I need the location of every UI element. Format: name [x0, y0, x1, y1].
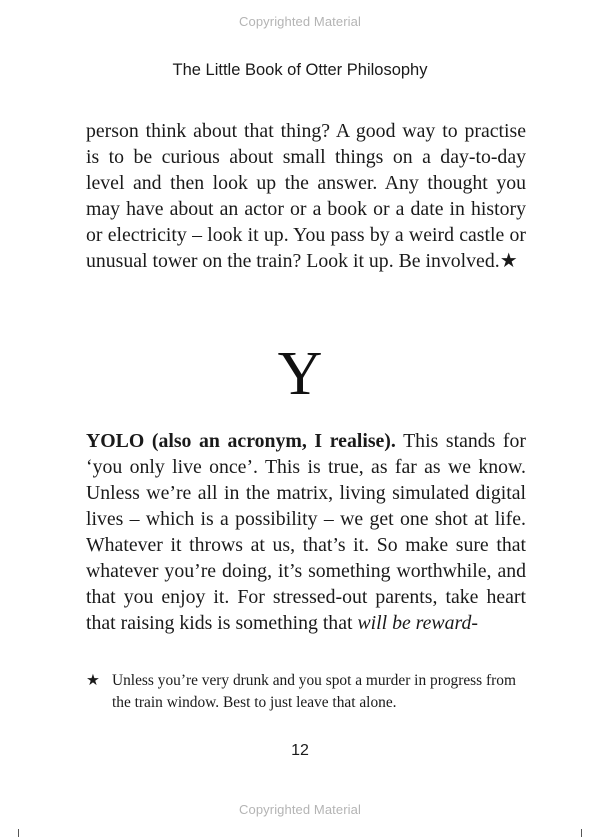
section-letter: Y: [277, 340, 323, 408]
footnote-mark: ★: [86, 672, 100, 689]
footnote-text: Unless you’re very drunk and you spot a murder in progress from the train window. Best to just leave that alone.: [112, 672, 516, 711]
entry-text: This stands for ‘you only live once’. This is true, as far as we know. Unless we’re all in the matrix, living simulated digital lives – which is a possibility – we get one shot at life. Whatever it throws at us, that’s it. So make sure that whatever you’re doing, it’s something worthwhile, and that you enjoy it. For stressed-out parents, take heart that raising kids is something that: [86, 430, 526, 634]
entry-italic-tail: will be reward-: [357, 612, 478, 634]
watermark-top: Copyrighted Material: [239, 14, 361, 29]
footnote-reference: ★: [499, 250, 518, 272]
paragraph-continuation: [86, 118, 526, 274]
entry-term: YOLO (also an acronym, I realise).: [86, 430, 396, 452]
entry-paragraph: [86, 428, 526, 636]
page-number: 12: [291, 742, 309, 759]
paragraph-text: person think about that thing? A good way to practise is to be curious about small things on a day-to-day level and then look up the answer. Any thought you may have about an actor or a book or a date in history or electricity – look it up. You pass by a weird castle or unusual tower on the train? Look it up. Be involved.: [86, 120, 526, 272]
running-header: The Little Book of Otter Philosophy: [172, 61, 428, 79]
watermark-bottom: Copyrighted Material: [239, 802, 361, 817]
footnote: [86, 670, 526, 714]
page-edge-mark-left: [18, 829, 19, 837]
page-edge-mark-right: [581, 829, 582, 837]
